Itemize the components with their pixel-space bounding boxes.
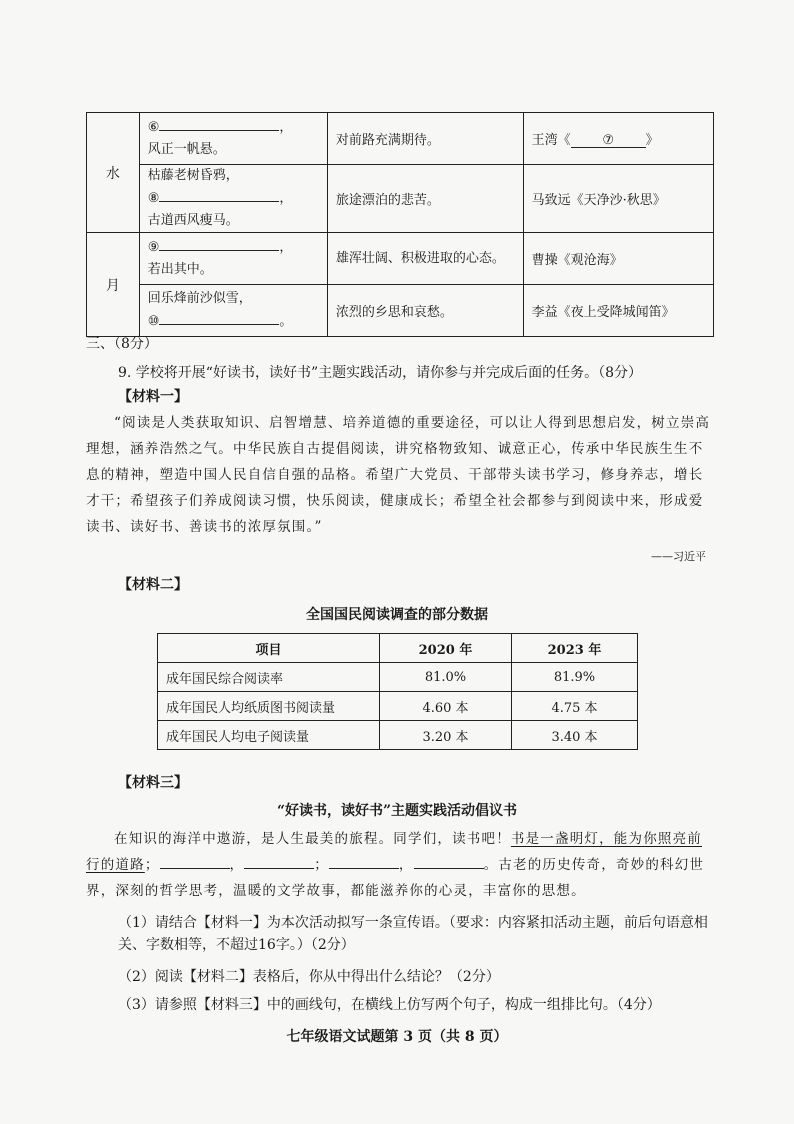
answer-blank-6[interactable] (159, 116, 279, 131)
section-three-heading: 三、（8分） (86, 336, 158, 352)
answer-blank-10[interactable] (159, 310, 279, 325)
survey-caption: 全国国民阅读调查的部分数据 (306, 607, 488, 623)
sub-question-2: （2）阅读【材料二】表格后，你从中得出什么结论？（2分） (118, 969, 500, 985)
sub-question-3: （3）请参照【材料三】中的画线句，在横线上仿写两个句子，构成一组排比句。（4分） (118, 997, 661, 1013)
page-footer: 七年级语文试题第 3 页（共 8 页） (286, 1029, 508, 1045)
material-3-text: 在知识的海洋中遨游，是人生最美的旅程。同学们，读书吧！书是一盏明灯，能为你照亮前行的道路； ， ； ， 。古老的历史传奇，奇妙的科幻世界，深刻的哲学思考，温暖的文学故事，都能滋养你的心灵，丰富你的思想。 (86, 831, 705, 899)
imitation-blank-4[interactable] (414, 854, 484, 869)
answer-blank-7[interactable]: ⑦ (571, 133, 646, 148)
imitation-blank-2[interactable] (244, 854, 314, 869)
material-1-title: 【材料一】 (118, 389, 188, 405)
table-row: 水 ⑥ ， 风正一帆悬。 对前路充满期待。 王湾《 ⑦ 》 (87, 113, 714, 165)
answer-blank-8[interactable] (159, 187, 279, 202)
survey-table (157, 633, 638, 750)
table-header-row: 项目 2020 年 2023 年 (158, 634, 638, 663)
poem-table (86, 112, 714, 337)
table-row: 回乐烽前沙似雪， ⑩ 。 浓烈的乡思和哀愁。 李益《夜上受降城闻笛》 (87, 285, 714, 337)
material-1-signature: ——习近平 (651, 550, 706, 563)
question-9: 9. 学校将开展“好读书，读好书”主题实践活动，请你参与并完成后面的任务。（8分） (118, 365, 643, 381)
sub-question-1: （1）请结合【材料一】为本次活动拟写一条宣传语。（要求：内容紧扣活动主题，前后句语意相关、字数相等，不超过16字。）（2分） (118, 915, 708, 953)
imitation-blank-1[interactable] (160, 854, 230, 869)
table-row: 枯藤老树昏鸦， ⑧ ， 古道西风瘦马。 旅途漂泊的悲苦。 马致远《天净沙·秋思》 (87, 165, 714, 233)
table-row: 月 ⑨ ， 若出其中。 雄浑壮阔、积极进取的心态。 曹操《观沧海》 (87, 233, 714, 285)
category-moon: 月 (87, 233, 140, 337)
material-3-title: 【材料三】 (118, 775, 188, 791)
material-2-title: 【材料二】 (118, 577, 188, 593)
table-row: 成年国民综合阅读率 81.0% 81.9% (158, 663, 638, 692)
proposal-caption: “好读书，读好书”主题实践活动倡议书 (276, 803, 518, 819)
underlined-sentence: 书是一盏明灯，能为你照亮前行的道路 (86, 831, 703, 873)
material-1-text: “阅读是人类获取知识、启智增慧、培养道德的重要途径，可以让人得到思想启发，树立崇高理想，涵养浩然之气。中华民族自古提倡阅读，讲究格物致知、诚意正心，传承中华民族生生不息的精神，塑造中国人民自信自强的品格。希望广大党员、干部带头读书学习，修身养志，增长才干；希望孩子们养成阅读习惯，快乐阅读，健康成长；希望全社会都参与到阅读中来，形成爱读书、读好书、善读书的浓厚氛围。” (86, 415, 711, 535)
answer-blank-9[interactable] (159, 236, 279, 251)
imitation-blank-3[interactable] (329, 854, 399, 869)
category-water: 水 (87, 113, 140, 233)
table-row: 成年国民人均纸质图书阅读量 4.60 本 4.75 本 (158, 692, 638, 721)
table-row: 成年国民人均电子阅读量 3.20 本 3.40 本 (158, 721, 638, 750)
